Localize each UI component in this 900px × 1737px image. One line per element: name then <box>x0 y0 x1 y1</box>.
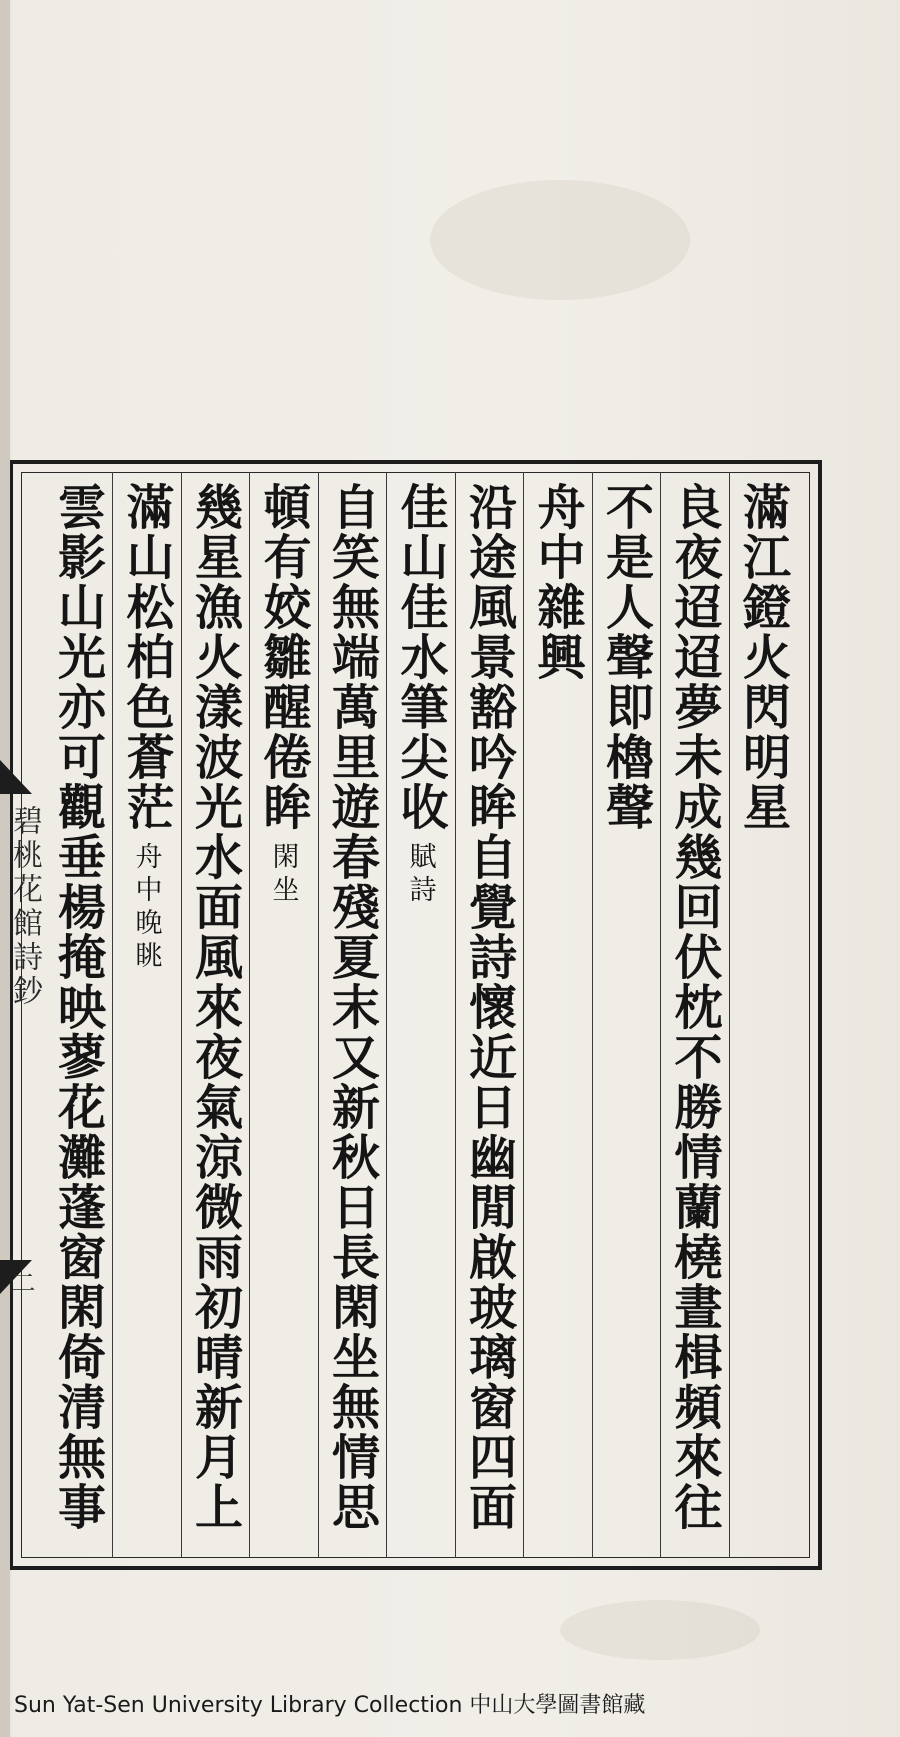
text-column <box>388 482 452 908</box>
margin-book-title: 碧桃花館詩鈔 <box>7 805 42 1009</box>
column-text: 舟中雜興 <box>529 482 585 682</box>
column-rule <box>729 472 730 1558</box>
text-frame <box>10 460 822 1570</box>
column-rule <box>660 472 661 1558</box>
column-text: 頓有姣雛醒倦眸 <box>255 482 311 832</box>
paper-stain <box>560 1600 760 1660</box>
column-rule <box>523 472 524 1558</box>
column-rule <box>455 472 456 1558</box>
paper-stain <box>430 180 690 300</box>
column-text: 滿江鐙火閃明星 <box>734 482 791 832</box>
column-text: 佳山佳水筆尖收 <box>392 482 448 832</box>
column-text: 雲影山光亦可觀垂楊掩映蓼花灘蓬窗閑倚清無事 <box>49 482 106 1532</box>
column-text: 自笑無端萬里遊春殘夏末又新秋日長閑坐無情思 <box>323 482 380 1532</box>
text-column <box>46 482 110 1532</box>
column-annotation: 舟中晚眺 <box>130 842 162 974</box>
column-text: 沿途風景豁吟眸自覺詩懷近日幽閒啟玻璃窗四面 <box>460 482 517 1532</box>
column-text: 良夜迢迢夢未成幾回伏枕不勝情蘭橈晝楫頻來往 <box>666 482 722 1532</box>
text-column <box>114 482 178 974</box>
column-text: 滿山松柏色蒼茫 <box>118 482 174 832</box>
text-column <box>594 482 658 832</box>
text-column <box>320 482 384 1532</box>
library-caption: Sun Yat-Sen University Library Collection 中山大學圖書館藏 <box>14 1693 646 1718</box>
text-column <box>457 482 521 1532</box>
column-text: 不是人聲即櫓聲 <box>597 482 654 832</box>
column-rule <box>112 472 113 1558</box>
column-rule <box>249 472 250 1558</box>
column-rule <box>318 472 319 1558</box>
margin-page-number: 二 <box>7 1270 35 1294</box>
column-rule <box>592 472 593 1558</box>
column-rule <box>386 472 387 1558</box>
column-text: 幾星漁火漾波光水面風來夜氣涼微雨初晴新月上 <box>186 482 243 1532</box>
text-column <box>731 482 795 832</box>
fishtail-mark-top <box>0 760 32 794</box>
text-column <box>525 482 589 682</box>
text-column <box>251 482 315 908</box>
column-annotation: 賦詩 <box>404 842 436 908</box>
column-rule <box>181 472 182 1558</box>
column-annotation: 閑坐 <box>267 842 299 908</box>
text-column <box>183 482 247 1532</box>
text-column <box>662 482 726 1532</box>
